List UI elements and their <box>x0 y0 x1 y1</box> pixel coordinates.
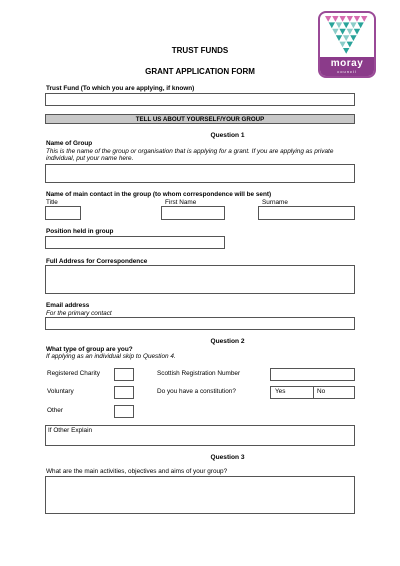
logo-text: moray <box>330 58 364 69</box>
main-contact-label: Name of main contact in the group (to whom correspondence will be sent) <box>46 191 272 198</box>
email-label: Email address <box>46 302 90 309</box>
registered-charity-checkbox[interactable] <box>114 368 134 381</box>
trust-fund-field[interactable] <box>45 93 355 106</box>
other-label: Other <box>47 407 63 414</box>
question2-heading: Question 2 <box>210 338 245 345</box>
voluntary-label: Voluntary <box>47 388 74 395</box>
group-type-hint: If applying as an individual skip to Question 4. <box>46 353 176 360</box>
registered-charity-label: Registered Charity <box>47 370 100 377</box>
group-type-label: What type of group are you? <box>46 346 133 353</box>
name-of-group-hint-line2: individual, put your name here. <box>46 155 134 162</box>
question1-heading: Question 1 <box>210 132 245 139</box>
name-of-group-label: Name of Group <box>46 140 93 147</box>
voluntary-checkbox[interactable] <box>114 386 134 399</box>
title-label: Title <box>46 199 58 206</box>
scottish-reg-field[interactable] <box>270 368 355 381</box>
title-field[interactable] <box>45 206 81 220</box>
surname-label: Surname <box>262 199 288 206</box>
constitution-no-option[interactable]: No <box>317 388 326 395</box>
constitution-yes-option[interactable]: Yes <box>275 388 286 395</box>
name-of-group-field[interactable] <box>45 164 355 183</box>
section-banner: TELL US ABOUT YOURSELF/YOUR GROUP <box>45 114 355 124</box>
surname-field[interactable] <box>258 206 355 220</box>
constitution-label: Do you have a constitution? <box>157 388 236 395</box>
first-name-label: First Name <box>165 199 197 206</box>
logo-subtext: council <box>337 69 357 74</box>
trust-fund-label: Trust Fund (To which you are applying, if known) <box>46 85 195 92</box>
yes-no-divider <box>313 387 314 398</box>
other-checkbox[interactable] <box>114 405 134 418</box>
form-subtitle: GRANT APPLICATION FORM <box>145 67 255 76</box>
scottish-reg-label: Scottish Registration Number <box>157 370 241 377</box>
address-field[interactable] <box>45 265 355 294</box>
other-explain-label: If Other Explain <box>48 427 93 434</box>
activities-field[interactable] <box>45 476 355 514</box>
question3-heading: Question 3 <box>210 454 245 461</box>
email-field[interactable] <box>45 317 355 330</box>
email-hint: For the primary contact <box>46 310 112 317</box>
address-label: Full Address for Correspondence <box>46 258 148 265</box>
activities-label: What are the main activities, objectives and aims of your group? <box>46 468 228 475</box>
position-label: Position held in group <box>46 228 114 235</box>
position-field[interactable] <box>45 236 225 249</box>
first-name-field[interactable] <box>161 206 225 220</box>
name-of-group-hint-line1: This is the name of the group or organisation that is applying for a grant. If you are applying as private <box>46 148 334 155</box>
form-title: TRUST FUNDS <box>171 46 229 55</box>
